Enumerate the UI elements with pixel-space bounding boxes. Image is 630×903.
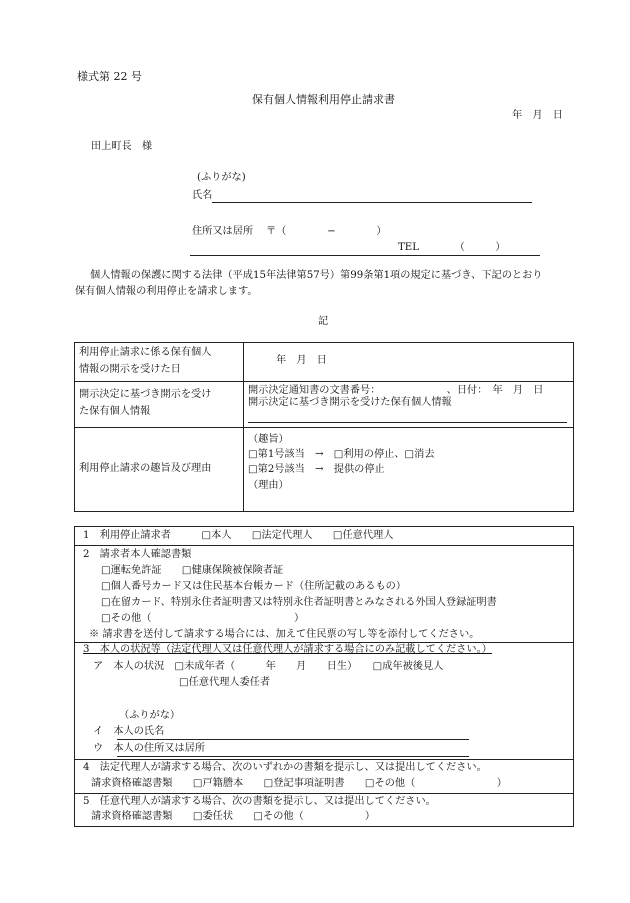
- addressee: 田上町長 様: [91, 141, 153, 152]
- purpose-heading: （趣旨）: [248, 433, 289, 445]
- clause1-option[interactable]: □第1号該当 → □利用の停止、□消去: [248, 448, 435, 460]
- principal-name-field[interactable]: [117, 739, 469, 740]
- tel-field[interactable]: TEL （ ）: [398, 242, 506, 253]
- principal-name-label: イ 本人の氏名: [93, 726, 165, 737]
- id-doc-note: ※ 請求書を送付して請求する場合には、加えて住民票の写し等を添付してください。: [89, 629, 480, 640]
- form-number: 様式第 22 号: [77, 70, 142, 83]
- id-doc-option-other[interactable]: □その他（ ）: [101, 613, 305, 624]
- date-line[interactable]: 年 月 日: [512, 110, 563, 121]
- id-doc-option-1[interactable]: □運転免許証 □健康保険被保険者証: [101, 565, 284, 576]
- principal-furigana-label: （ふりがな）: [119, 710, 181, 721]
- table-row: [75, 381, 574, 427]
- name-label: 氏名: [192, 190, 213, 201]
- disclosure-date-field[interactable]: 年 月 日: [244, 343, 574, 382]
- page-title: 保有個人情報利用停止請求書: [252, 93, 395, 106]
- address-label: 住所又は居所: [192, 226, 254, 237]
- divider: [75, 793, 573, 794]
- disclosed-info-label: 開示決定に基づき開示を受け た保有個人情報: [75, 381, 244, 427]
- clause2-option[interactable]: □第2号該当 → 提供の停止: [248, 464, 385, 476]
- divider: [75, 545, 573, 546]
- table-row: [75, 427, 574, 511]
- section4-title: 4 法定代理人が請求する場合、次のいずれかの書類を提示し、又は提出してください。: [83, 762, 487, 773]
- intro-text-2: 保有個人情報の利用停止を請求します。: [75, 286, 258, 297]
- request-details-table: [74, 342, 574, 512]
- disclosure-date-label: 利用停止請求に係る保有個人 情報の開示を受けた日: [75, 343, 244, 382]
- principal-address-field[interactable]: [117, 756, 469, 757]
- furigana-label: (ふりがな): [197, 172, 246, 183]
- intro-text-1: 個人情報の保護に関する法律（平成15年法律第57号）第99条第1項の規定に基づき、下記のとおり: [90, 270, 543, 281]
- section1-requester-type[interactable]: 1 利用停止請求者 □本人 □法定代理人 □任意代理人: [83, 530, 394, 541]
- disclosed-info-field[interactable]: [244, 381, 574, 427]
- legal-rep-docs[interactable]: 請求資格確認書類 □戸籍謄本 □登記事項証明書 □その他（ ）: [91, 778, 507, 789]
- requester-details-box: [74, 526, 574, 827]
- section3-title: 3 本人の状況等（法定代理人又は任意代理人が請求する場合にのみ記載してください。）: [83, 644, 492, 655]
- section5-title: 5 任意代理人が請求する場合、次の書類を提示し、又は提出してください。: [83, 796, 436, 807]
- divider: [75, 759, 573, 760]
- reason-heading: （理由）: [248, 479, 289, 491]
- purpose-reason-field[interactable]: [244, 427, 574, 511]
- section2-title: 2 請求者本人確認書類: [83, 549, 192, 560]
- id-doc-option-3[interactable]: □在留カード、特別永住者証明書又は特別永住者証明書とみなされる外国人登録証明書: [101, 597, 497, 608]
- agent-docs[interactable]: 請求資格確認書類 □委任状 □その他（ ）: [91, 811, 376, 822]
- divider: [75, 642, 573, 643]
- purpose-reason-label: 利用停止請求の趣旨及び理由: [75, 427, 244, 511]
- ki-label: 記: [318, 316, 329, 327]
- table-row: [75, 343, 574, 382]
- disclosed-info-line[interactable]: [248, 422, 567, 423]
- disclosed-info-text: 開示決定に基づき開示を受けた保有個人情報: [248, 397, 452, 409]
- address-field[interactable]: [190, 255, 540, 256]
- principal-status-delegator[interactable]: □任意代理人委任者: [179, 677, 271, 688]
- name-field[interactable]: [212, 202, 532, 203]
- document-number-field[interactable]: 開示決定通知書の文書番号： 、日付： 年 月 日: [248, 384, 544, 396]
- principal-address-label: ウ 本人の住所又は居所: [93, 743, 206, 754]
- principal-status[interactable]: ア 本人の状況 □未成年者（ 年 月 日生） □成年被後見人: [93, 661, 444, 672]
- postal-code-field[interactable]: 〒（ − ）: [266, 226, 387, 237]
- id-doc-option-2[interactable]: □個人番号カード又は住民基本台帳カード（住所記載のあるもの）: [101, 581, 407, 592]
